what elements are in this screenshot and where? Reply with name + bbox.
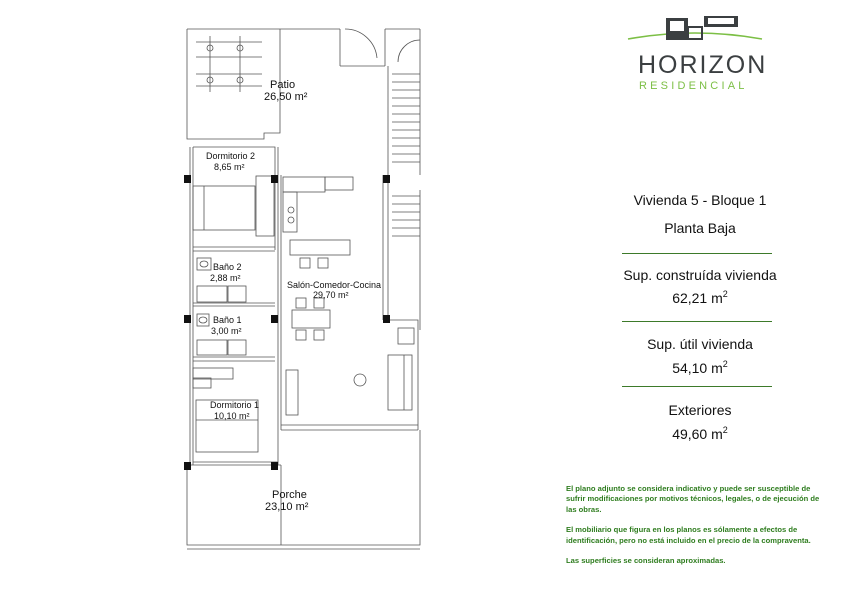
patio-door-arc bbox=[345, 29, 377, 58]
living-bottom bbox=[281, 320, 418, 430]
brand-name: HORIZON bbox=[638, 51, 768, 79]
exterior-area-value: 49,60 $m^2$ bbox=[672, 425, 728, 442]
room-salon-name: Salón-Comedor-Cocina bbox=[287, 280, 382, 290]
divider bbox=[622, 321, 772, 322]
divider bbox=[622, 386, 772, 387]
note-surfaces: Las superficies se consideran aproximadas. bbox=[566, 556, 726, 566]
bath1-walls bbox=[193, 357, 275, 361]
bed-1 bbox=[193, 368, 233, 379]
patio-top-wall bbox=[187, 29, 420, 66]
built-area-value: 62,21 $m^2$ bbox=[672, 289, 728, 306]
brand-tagline: RESIDENCIAL bbox=[639, 80, 748, 92]
hall-wall bbox=[278, 147, 281, 465]
room-patio-name: Patio bbox=[270, 79, 296, 91]
room-porche-name: Porche bbox=[272, 489, 307, 501]
room-bano1-area: 3,00 m² bbox=[211, 326, 242, 336]
note-furniture: El mobiliario que figura en los planos es sólamente a efectos de identificación, pero no está incluido en el precio de la compraventa. bbox=[566, 525, 811, 545]
stair-lower bbox=[392, 190, 420, 330]
bed-2 bbox=[193, 186, 255, 230]
room-porche-area: 23,10 m² bbox=[265, 501, 309, 513]
clothesline bbox=[196, 36, 262, 92]
room-bano2-name: Baño 2 bbox=[213, 262, 242, 272]
note-plan: El plano adjunto se considera indicativo y puede ser susceptible de sufrir modificaciones por motivos técnicos, legales, o de ejecución de las obras. bbox=[566, 484, 820, 514]
sofa bbox=[388, 355, 412, 410]
room-bano1-name: Baño 1 bbox=[213, 315, 242, 325]
divider bbox=[622, 253, 772, 254]
room-dormitorio1-area: 10,10 m² bbox=[214, 411, 250, 421]
room-dormitorio1-name: Dormitorio 1 bbox=[210, 400, 260, 410]
patio-door-arc-2 bbox=[398, 40, 420, 62]
stair-upper bbox=[388, 29, 420, 175]
interior-left-wall bbox=[190, 147, 193, 465]
room-bano2-area: 2,88 m² bbox=[210, 273, 241, 283]
room-patio-area: 26,50 m² bbox=[264, 91, 308, 103]
unit-title: Vivienda 5 - Bloque 1 bbox=[633, 192, 767, 208]
patio-boundary bbox=[187, 29, 280, 139]
kitchen-counter bbox=[283, 177, 325, 192]
room-dormitorio2-area: 8,65 m² bbox=[214, 162, 245, 172]
dining-table bbox=[292, 310, 330, 328]
built-area-label: Sup. construída vivienda bbox=[623, 267, 777, 283]
useful-area-label: Sup. útil vivienda bbox=[647, 336, 753, 352]
room-dormitorio2-name: Dormitorio 2 bbox=[206, 151, 256, 161]
kitchen-island bbox=[290, 240, 350, 255]
interior-right-wall bbox=[383, 175, 388, 320]
exterior-area-label: Exteriores bbox=[668, 402, 732, 418]
disclaimer-notes bbox=[566, 484, 828, 576]
bath2-walls bbox=[193, 303, 275, 306]
room-salon-area: 29,70 m² bbox=[313, 290, 349, 300]
floor-title: Planta Baja bbox=[664, 220, 736, 236]
bottom-wall bbox=[190, 462, 281, 465]
bath2-fixtures bbox=[197, 258, 211, 270]
porche-boundary bbox=[187, 430, 420, 545]
useful-area-value: 54,10 $m^2$ bbox=[672, 359, 728, 376]
